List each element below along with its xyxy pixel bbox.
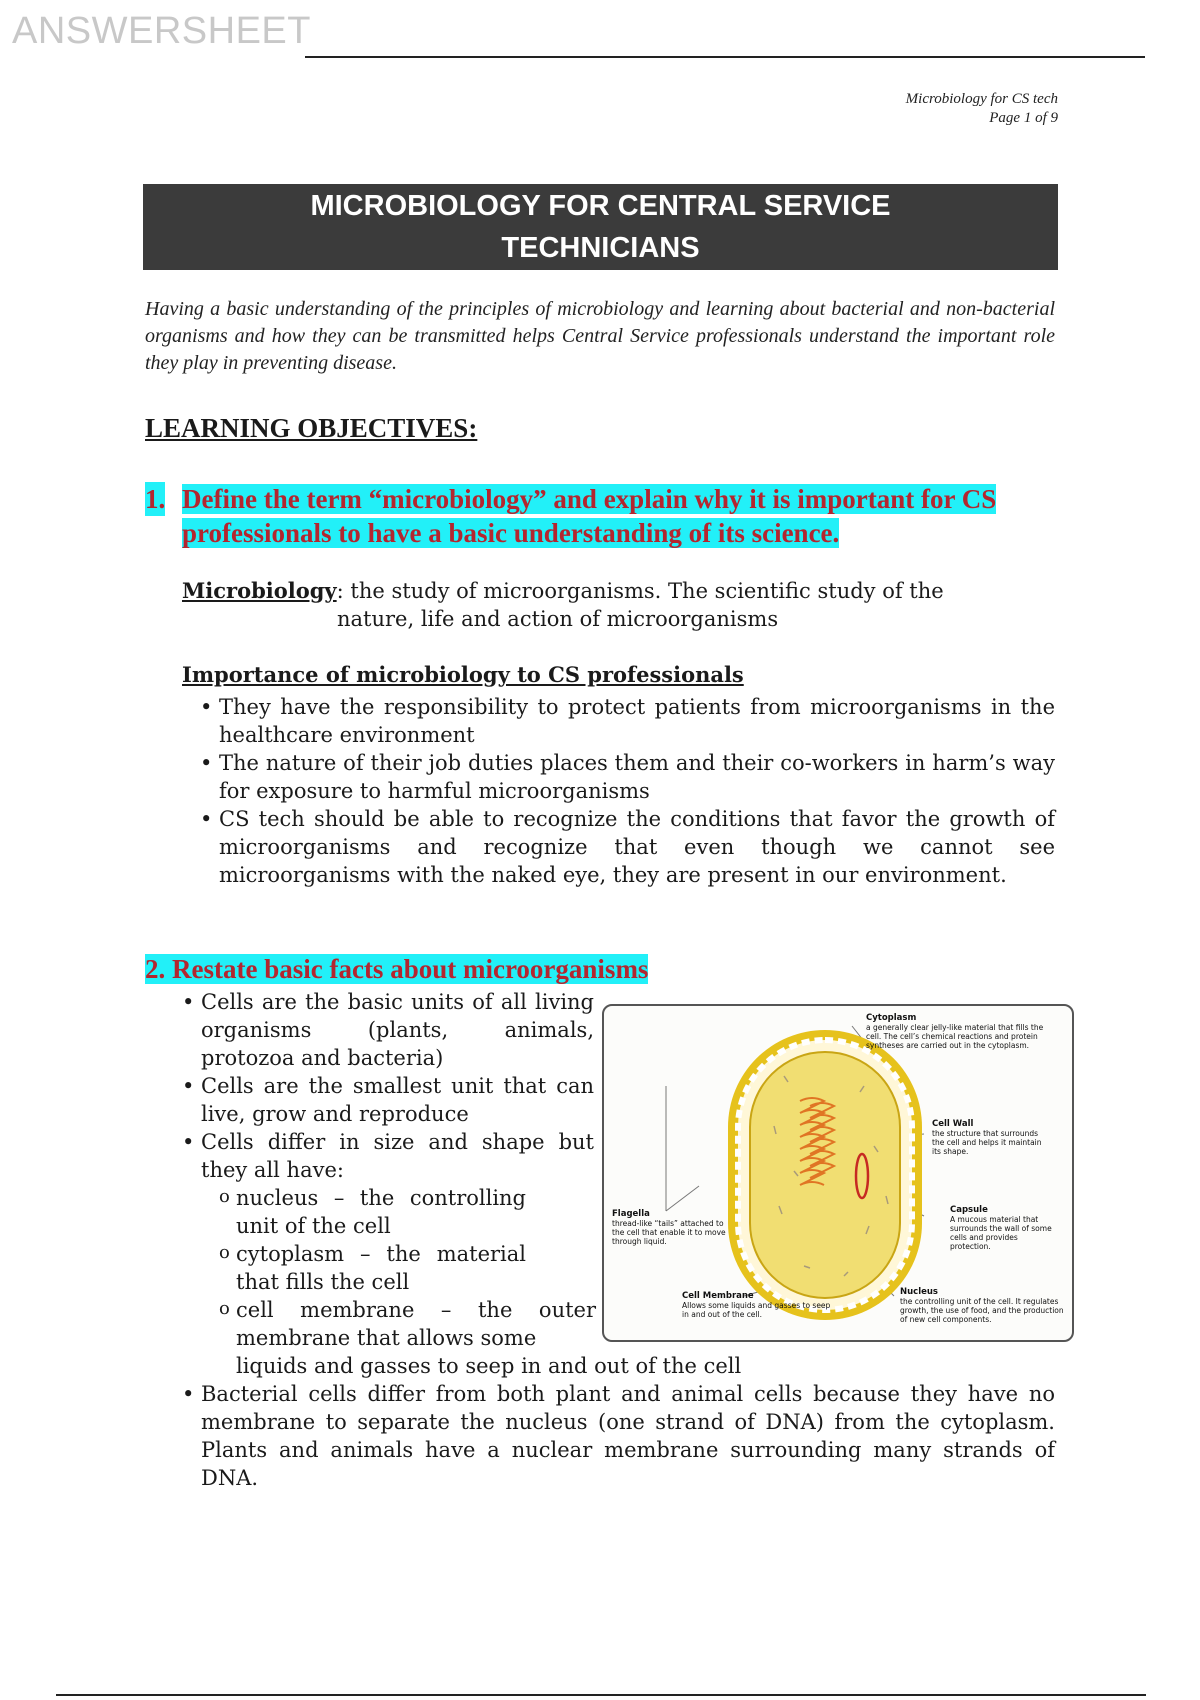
objective-2-number: 2. bbox=[145, 954, 166, 984]
objective-1 bbox=[145, 482, 1055, 550]
list-item: • Bacterial cells differ from both plant and animal cells because they have no membrane to separate the nucleus (one strand of DNA) from the cytoplasm. Plants and animals have a nuclear membrane surrounding many strands of DNA. bbox=[182, 1380, 1055, 1492]
importance-heading: Importance of microbiology to CS professionals bbox=[182, 662, 744, 687]
sub-list-item-text: o cell membrane – the outer membrane that allows some bbox=[236, 1298, 596, 1350]
top-rule bbox=[305, 56, 1145, 58]
label-nucleus-title: Nucleus bbox=[900, 1287, 938, 1297]
sub-list-item: o nucleus – the controlling unit of the cell bbox=[219, 1184, 526, 1240]
list-item-text: Cells differ in size and shape but they all have: bbox=[201, 1130, 594, 1182]
definition-term: Microbiology bbox=[182, 578, 337, 603]
running-head-title: Microbiology for CS tech bbox=[905, 91, 1058, 107]
running-head bbox=[906, 90, 1058, 128]
learning-objectives-heading: LEARNING OBJECTIVES: bbox=[145, 413, 478, 443]
list-item: • The nature of their job duties places them and their co-workers in harm’s way for exposure to harmful microorganisms bbox=[200, 749, 1055, 805]
objective-2 bbox=[145, 952, 1055, 986]
objective-1-number: 1. bbox=[145, 484, 166, 514]
list-item: • They have the responsibility to protect patients from microorganisms in the healthcare environment bbox=[200, 693, 1055, 749]
label-cell-membrane-text: Allows some liquids and gasses to seep in and out of the cell. bbox=[682, 1301, 831, 1319]
objective-2-text: Restate basic facts about microorganisms bbox=[172, 954, 649, 984]
label-nucleus bbox=[900, 1288, 1064, 1324]
label-cell-membrane-title: Cell Membrane bbox=[682, 1291, 754, 1301]
sub-list-item: o cytoplasm – the material that fills the cell bbox=[219, 1240, 526, 1296]
label-cell-wall-title: Cell Wall bbox=[932, 1119, 974, 1129]
label-cell-wall bbox=[932, 1120, 1052, 1156]
sub-list-item bbox=[219, 1296, 742, 1380]
watermark: ANSWERSHEET bbox=[12, 10, 311, 52]
bottom-rule bbox=[56, 1694, 1146, 1696]
label-flagella bbox=[612, 1210, 730, 1246]
label-nucleus-text: the controlling unit of the cell. It regulates growth, the use of food, and the production of new cell components. bbox=[900, 1297, 1064, 1324]
definition-text: : the study of microorganisms. The scientific study of the bbox=[336, 579, 944, 603]
bacterial-cell-diagram bbox=[602, 1004, 1074, 1342]
label-cell-membrane bbox=[682, 1292, 832, 1319]
label-cytoplasm-text: a generally clear jelly-like material that fills the cell. The cell’s chemical reactions and protein syntheses are carried out in the cytoplasm. bbox=[866, 1023, 1044, 1050]
definition-continuation: nature, life and action of microorganisms bbox=[337, 607, 779, 631]
label-capsule-text: A mucous material that surrounds the wall of some cells and provides protection. bbox=[950, 1215, 1052, 1251]
label-cytoplasm-title: Cytoplasm bbox=[866, 1013, 917, 1023]
cell-membrane-shape bbox=[750, 1052, 900, 1298]
microbiology-definition bbox=[182, 577, 1055, 633]
document-title: MICROBIOLOGY FOR CENTRAL SERVICE TECHNICIANS bbox=[310, 190, 891, 264]
page-number: Page 1 of 9 bbox=[989, 110, 1058, 126]
label-cell-wall-text: the structure that surrounds the cell and helps it maintain its shape. bbox=[932, 1129, 1042, 1156]
label-capsule-title: Capsule bbox=[950, 1205, 988, 1215]
list-item: • Cells are the basic units of all living organisms (plants, animals, protozoa and bacteria) bbox=[182, 988, 594, 1072]
objective-1-text: Define the term “microbiology” and explain why it is important for CS professionals to have a basic understanding of its science. bbox=[182, 484, 997, 548]
list-item: • Cells are the smallest unit that can live, grow and reproduce bbox=[182, 1072, 594, 1128]
label-capsule bbox=[950, 1206, 1060, 1251]
label-flagella-title: Flagella bbox=[612, 1209, 650, 1219]
sub-list-item-text: liquids and gasses to seep in and out of the cell bbox=[236, 1354, 742, 1378]
label-cytoplasm bbox=[866, 1014, 1052, 1050]
label-flagella-text: thread-like “tails” attached to the cell that enable it to move through liquid. bbox=[612, 1219, 726, 1246]
importance-list bbox=[200, 693, 1055, 889]
list-item: • CS tech should be able to recognize the conditions that favor the growth of microorganisms and recognize that even though we cannot see microorganisms with the naked eye, they are present in our environment. bbox=[200, 805, 1055, 889]
intro-paragraph: Having a basic understanding of the principles of microbiology and learning about bacterial and non-bacterial organisms and how they can be transmitted helps Central Service professionals understand the important role they play in preventing disease. bbox=[145, 298, 1055, 374]
document-title-banner bbox=[143, 184, 1058, 270]
